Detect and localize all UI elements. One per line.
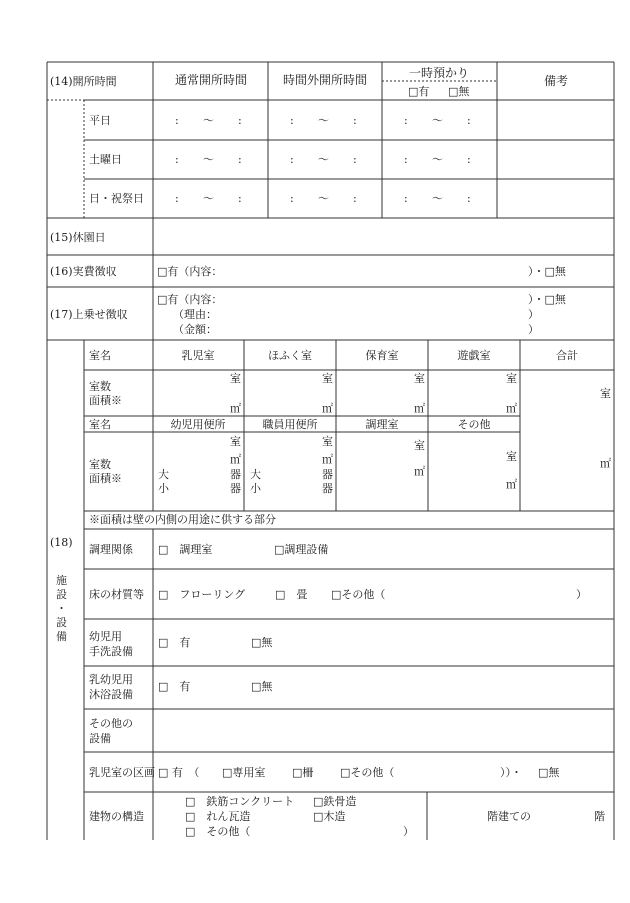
- staff-toilet-room-unit: 室: [322, 435, 333, 448]
- fee-yes-checkbox[interactable]: □有（内容：: [157, 265, 223, 278]
- time-colon-start[interactable]: :: [404, 192, 408, 205]
- time-colon-end[interactable]: :: [353, 153, 357, 166]
- child-toilet-room-unit: 室: [230, 435, 241, 448]
- time-tilde[interactable]: 〜: [203, 153, 214, 166]
- room-infant: 乳児室: [181, 349, 215, 362]
- section16-label: (16)実費徴収: [50, 265, 117, 278]
- staff-toilet-m2-unit: ㎡: [322, 453, 333, 466]
- room-crawling: ほふく室: [268, 349, 312, 362]
- other-equipment-input[interactable]: [156, 712, 611, 749]
- extra-reason-close: ）: [528, 308, 539, 321]
- child-toilet-small-unit: 器: [230, 482, 241, 495]
- holiday-input[interactable]: [156, 222, 611, 252]
- room-playroom: 遊戯室: [457, 349, 491, 362]
- time-colon-end[interactable]: :: [238, 114, 242, 127]
- section17-label: (17)上乗せ徴収: [50, 308, 128, 321]
- handwash-no-checkbox[interactable]: □無: [251, 636, 273, 649]
- other-m2-unit: ㎡: [506, 478, 517, 491]
- handwash-label: 幼児用 手洗設備: [89, 630, 133, 658]
- bath-yes-checkbox[interactable]: □ 有: [158, 680, 191, 693]
- floor-label: 床の材質等: [89, 588, 144, 601]
- time-colon-end[interactable]: :: [467, 153, 471, 166]
- structure-steel-checkbox[interactable]: □鉄骨造: [313, 795, 357, 808]
- temp-no-checkbox[interactable]: □無: [448, 85, 470, 98]
- room-count-unit: 室: [230, 372, 241, 385]
- partition-fence-checkbox[interactable]: □柵: [292, 766, 314, 779]
- cooking-label: 調理関係: [89, 543, 133, 556]
- floor-tatami-checkbox[interactable]: □ 畳: [275, 588, 308, 601]
- time-tilde[interactable]: 〜: [432, 192, 443, 205]
- time-tilde[interactable]: 〜: [432, 114, 443, 127]
- time-tilde[interactable]: 〜: [203, 192, 214, 205]
- section15-label: (15)休園日: [50, 231, 106, 244]
- staff-toilet-big-unit: 器: [322, 468, 333, 481]
- room-count-area-label2: 室数 面積※: [89, 458, 122, 485]
- room-name-header-2: 室名: [89, 418, 111, 431]
- cooking-room-checkbox[interactable]: □ 調理室: [158, 543, 213, 556]
- cooking-equipment-checkbox[interactable]: □調理設備: [274, 543, 329, 556]
- structure-rc-checkbox[interactable]: □ 鉄筋コンクリート: [185, 795, 295, 808]
- room-area-unit: ㎡: [506, 402, 517, 415]
- bath-label: 乳幼児用 沐浴設備: [89, 673, 133, 701]
- structure-other-close: ）: [403, 825, 414, 838]
- staff-toilet-big: 大: [250, 468, 261, 481]
- extra-amount-close: ）: [528, 323, 539, 336]
- structure-label: 建物の構造: [89, 810, 144, 823]
- room-nursery: 保育室: [365, 349, 399, 362]
- room-count-area-label1: 室数 面積※: [89, 380, 122, 407]
- total-room-unit: 室: [600, 387, 611, 400]
- room-name-header: 室名: [89, 349, 111, 362]
- partition-no-checkbox[interactable]: □無: [538, 766, 560, 779]
- child-toilet-small: 小: [158, 482, 169, 495]
- floors-label: 階建ての: [487, 810, 531, 823]
- structure-wood-checkbox[interactable]: □木造: [313, 810, 346, 823]
- floor-other-checkbox[interactable]: □その他（: [331, 588, 386, 601]
- room-total: 合計: [556, 349, 578, 362]
- room-staff-toilet: 職員用便所: [262, 418, 318, 431]
- infant-partition-label: 乳児室の区画: [89, 766, 155, 779]
- time-colon-end[interactable]: :: [238, 153, 242, 166]
- partition-dedicated-checkbox[interactable]: □専用室: [222, 766, 266, 779]
- other-room-unit: 室: [506, 450, 517, 463]
- room-child-toilet: 幼児用便所: [170, 418, 226, 431]
- room-count-unit: 室: [322, 372, 333, 385]
- room-area-unit: ㎡: [322, 402, 333, 415]
- time-colon-end[interactable]: :: [467, 114, 471, 127]
- time-colon-start[interactable]: :: [404, 114, 408, 127]
- section18-number: (18): [50, 536, 73, 549]
- staff-toilet-small-unit: 器: [322, 482, 333, 495]
- section14-label: (14)開所時間: [50, 75, 117, 88]
- partition-other-checkbox[interactable]: □その他（: [340, 766, 395, 779]
- area-note: ※面積は壁の内側の用途に供する部分: [89, 513, 276, 526]
- col-regular-hours: 通常開所時間: [174, 73, 248, 87]
- time-colon-start[interactable]: :: [175, 153, 179, 166]
- structure-brick-checkbox[interactable]: □ れん瓦造: [185, 810, 251, 823]
- other-equipment-label: その他の 設備: [89, 717, 133, 745]
- bath-no-checkbox[interactable]: □無: [251, 680, 273, 693]
- time-colon-start[interactable]: :: [175, 114, 179, 127]
- col-overtime-hours: 時間外開所時間: [282, 73, 368, 87]
- time-colon-start[interactable]: :: [175, 192, 179, 205]
- room-count-unit: 室: [506, 372, 517, 385]
- col-temporary-care: 一時預かり: [408, 66, 470, 80]
- partition-yes-checkbox[interactable]: □ 有 （: [158, 766, 200, 779]
- child-toilet-m2-unit: ㎡: [230, 453, 241, 466]
- row-saturday-label: 土曜日: [89, 153, 122, 166]
- handwash-yes-checkbox[interactable]: □ 有: [158, 636, 191, 649]
- floor-flooring-checkbox[interactable]: □ フローリング: [158, 588, 246, 601]
- partition-close: ））・: [500, 766, 522, 779]
- time-colon-start[interactable]: :: [290, 114, 294, 127]
- time-tilde[interactable]: 〜: [203, 114, 214, 127]
- structure-other-checkbox[interactable]: □ その他（: [185, 825, 251, 838]
- floor-other-close: ）: [576, 588, 587, 601]
- floors-unit: 階: [594, 810, 605, 823]
- temp-yes-checkbox[interactable]: □有: [408, 85, 430, 98]
- time-tilde[interactable]: 〜: [318, 192, 329, 205]
- fee-no-checkbox[interactable]: ）・□無: [528, 265, 566, 278]
- kitchen-room-unit: 室: [414, 439, 425, 452]
- room-count-unit: 室: [414, 372, 425, 385]
- child-toilet-big: 大: [158, 468, 169, 481]
- extra-yes-checkbox[interactable]: □有（内容：: [157, 293, 223, 306]
- kitchen-m2-unit: ㎡: [414, 465, 425, 478]
- time-colon-end[interactable]: :: [353, 192, 357, 205]
- room-area-unit: ㎡: [414, 402, 425, 415]
- time-tilde[interactable]: 〜: [318, 114, 329, 127]
- extra-no-checkbox[interactable]: ）・□無: [528, 293, 566, 306]
- room-other: その他: [457, 418, 491, 431]
- time-colon-start[interactable]: :: [290, 153, 294, 166]
- room-area-unit: ㎡: [230, 402, 241, 415]
- time-colon-end[interactable]: :: [353, 114, 357, 127]
- section18-title: 施 設 ・ 設 備: [56, 574, 67, 643]
- row-holiday-label: 日・祝祭日: [89, 192, 144, 205]
- time-tilde[interactable]: 〜: [432, 153, 443, 166]
- time-colon-start[interactable]: :: [404, 153, 408, 166]
- extra-reason: （理由：: [173, 308, 217, 321]
- room-kitchen: 調理室: [365, 418, 399, 431]
- extra-amount: （金額：: [173, 323, 217, 336]
- col-notes: 備考: [543, 74, 569, 88]
- row-weekday-label: 平日: [89, 114, 111, 127]
- time-colon-end[interactable]: :: [238, 192, 242, 205]
- time-tilde[interactable]: 〜: [318, 153, 329, 166]
- staff-toilet-small: 小: [250, 482, 261, 495]
- total-area-unit: ㎡: [600, 457, 611, 470]
- time-colon-start[interactable]: :: [290, 192, 294, 205]
- child-toilet-big-unit: 器: [230, 468, 241, 481]
- time-colon-end[interactable]: :: [467, 192, 471, 205]
